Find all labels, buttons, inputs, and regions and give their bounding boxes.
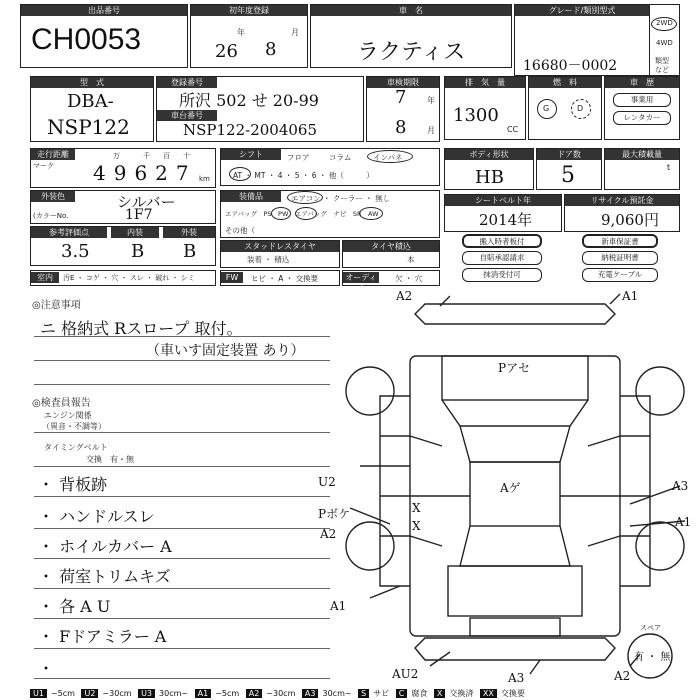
report-item-2: ・ ハンドルスレ (38, 507, 155, 526)
displacement-unit: CC (507, 125, 519, 134)
chassis-label: 車台番号 (157, 110, 217, 121)
doors-value: 5 (561, 163, 575, 188)
seatbelt-box (444, 194, 562, 232)
legend-code-s: S (358, 689, 369, 698)
drive-4wd-label: 4WD (656, 39, 673, 47)
audio-label: オーディオ (343, 272, 379, 283)
inspect-month: 8 (395, 117, 407, 138)
grade-value: 16680－0002 (523, 58, 618, 74)
score-label: 参考評価点 (31, 227, 107, 238)
legend-code-u3: U3 (138, 689, 155, 698)
legend-code-a3: A3 (302, 689, 319, 698)
doc-carrier: 搬入時者板付 (462, 234, 542, 248)
doc-jibai: 自賠承認請求 (462, 251, 542, 265)
fw-label: FW (221, 272, 243, 283)
interior-cond: 汚E ・ コゲ ・ 穴 ・ スレ ・ 破れ ・ シミ (63, 274, 195, 282)
drive-type-label: 類型 など (655, 57, 669, 74)
chassis-value: NSP122-2004065 (183, 121, 317, 139)
history-opt1: 事業用 (613, 93, 671, 107)
recycle-label: リサイクル預託金 (565, 195, 679, 206)
legend-code-a2: A2 (246, 689, 263, 698)
grade-label: グレード/類別型式 (515, 5, 649, 16)
report-item-1: ・ 背板跡 (38, 475, 108, 494)
payload-box (604, 148, 680, 190)
grade-box (514, 4, 680, 76)
inspect-year-mark: 年 (427, 96, 435, 105)
color-label: 外装色 (31, 191, 75, 202)
seatbelt-value: 2014年 (479, 211, 533, 229)
first-reg-box (190, 4, 308, 68)
shift-column: コラム (329, 153, 352, 162)
caution-line1: ニ 格納式 Rスロープ 取付。 (40, 319, 243, 338)
model-box (30, 76, 154, 142)
legend-desc-u2: ~30cm (102, 689, 132, 698)
legend-desc-xx: 交換要 (500, 689, 525, 698)
equip-row2: エアバッグ PS PW エアバッグ ナビ SR AW (225, 210, 379, 218)
displacement-box (444, 76, 526, 140)
model-label: 型 式 (31, 77, 153, 88)
seatbelt-label: シートベルト年 (445, 195, 561, 206)
legend-desc-u3: 30cm~ (159, 689, 189, 698)
inspection-label: 車検期限 (367, 77, 439, 88)
tire-label: タイヤ積込 (343, 241, 439, 252)
interior-cond-label: 室内 (31, 272, 59, 283)
mark-label: マーク (33, 162, 54, 170)
audio-box (342, 270, 440, 293)
fuel-box (528, 76, 602, 140)
shift-inpane: インパネ (373, 153, 403, 162)
inspect-year: 7 (395, 87, 407, 108)
shift-floor: フロア (287, 153, 310, 162)
fuel-label: 燃 料 (529, 77, 601, 88)
color-no-value: 1F7 (125, 207, 153, 223)
diagram-mark-6: A2 (320, 527, 337, 541)
reg-month: 8 (265, 39, 277, 60)
diagram-mark-4: U2 (318, 475, 336, 489)
unit-sen: 千 (143, 152, 150, 160)
tire-box (342, 240, 440, 268)
spare-value: 有 ・ 無 (634, 652, 671, 663)
doors-box (536, 148, 602, 190)
tire-value: 本 (407, 255, 415, 264)
mileage-digits: 49627 (93, 161, 197, 185)
drive-2wd-label: 2WD (656, 19, 673, 27)
fw-opts: ヒビ ・ A ・ 交換要 (251, 274, 319, 283)
doc-cable: 充電ケーブル (582, 268, 658, 282)
diagram-mark-11: AU2 (392, 667, 419, 681)
legend-code-c: C (396, 689, 408, 698)
fuel-d: D (577, 104, 584, 113)
diagram-mark-13: A2 (614, 669, 631, 683)
car-name-label: 車 名 (311, 5, 511, 16)
report-item-5: ・ 各 A U (38, 597, 111, 616)
doc-cancel: 抹消受付可 (462, 268, 542, 282)
doc-warranty: 新車保証書 (582, 234, 658, 248)
shift-row2: AT ・ MT ・ 4 ・ 5 ・ 6 ・ 他（ ） (233, 171, 374, 180)
doors-label: ドア数 (537, 149, 601, 160)
legend-code-u2: U2 (81, 689, 98, 698)
recycle-box (564, 194, 680, 232)
equip-aircon-circle (287, 191, 323, 204)
shift-box (220, 148, 440, 186)
unit-juu: 十 (183, 152, 190, 160)
lot-number: CH0053 (31, 23, 142, 56)
history-opt2: レンタカー (613, 111, 671, 125)
legend-code-u1: U1 (30, 689, 47, 698)
equipment-box (220, 190, 440, 238)
body-type-box (444, 148, 534, 190)
fw-box (220, 270, 340, 286)
displacement-value: 1300 (453, 105, 499, 126)
legend-desc-a1: ~5cm (215, 689, 240, 698)
inspect-month-mark: 月 (427, 126, 435, 135)
reg-year: 26 (215, 41, 238, 62)
audio-opts: 欠 ・ 穴 (395, 274, 423, 283)
regno-value: 所沢 502 せ 20-99 (179, 91, 319, 110)
diagram-mark-12: A3 (508, 671, 525, 685)
model-line2: NSP122 (47, 115, 130, 139)
diagram-mark-7: Aゲ (500, 481, 521, 495)
report-item-3: ・ ホイルカバー A (38, 537, 172, 556)
car-diagram (318, 286, 700, 686)
report-item-6: ・ Fドアミラー A (38, 627, 167, 646)
payload-label: 最大積載量 (605, 149, 679, 160)
car-name: ラクティス (357, 40, 466, 65)
studless-box (220, 240, 340, 268)
unit-man: 万 (113, 152, 120, 160)
studless-label: スタッドレスタイヤ (221, 241, 339, 252)
inspection-box (366, 76, 440, 142)
equip-pw-circle (295, 207, 317, 220)
payload-unit: t (667, 163, 671, 172)
diagram-mark-1: A2 (396, 289, 413, 303)
equip-row3: その他（ (225, 226, 255, 235)
legend-desc-x: 交換済 (449, 689, 474, 698)
history-label: 車 歴 (605, 77, 679, 88)
lot-label: 出品番号 (21, 5, 187, 16)
legend-bar (30, 688, 680, 700)
regno-label: 登録番号 (157, 77, 217, 88)
mileage-label: 走行距離 (31, 149, 75, 160)
legend-desc-u1: ~5cm (50, 689, 75, 698)
diagram-mark-8: A3 (672, 479, 689, 493)
displacement-label: 排 気 量 (445, 77, 525, 88)
reg-nen: 年 (237, 28, 245, 37)
score-box (30, 226, 216, 266)
caution-title: ◎注意事項 (32, 300, 81, 311)
score-value: 3.5 (61, 241, 90, 262)
diagram-mark-15: X (412, 519, 421, 533)
diagram-mark-5: Pボケ (318, 507, 351, 521)
diagram-mark-14: X (412, 501, 421, 515)
unit-km: km (199, 175, 210, 183)
model-line1: DBA- (67, 91, 114, 112)
report-item-4: ・ 荷室トリムキズ (38, 567, 171, 586)
interior-label: 内装 (111, 227, 159, 238)
timing-label: タイミングベルト (44, 443, 108, 452)
studless-opts: 装着 ・ 積込 (247, 255, 290, 264)
report-item-7: ・ (38, 659, 55, 678)
legend-desc-a3: 30cm~ (322, 689, 352, 698)
spare-label: スペア (640, 624, 661, 632)
diagram-mark-10: A1 (330, 599, 347, 613)
color-box (30, 190, 216, 224)
legend-code-xx: XX (480, 689, 497, 698)
recycle-value: 9,060円 (601, 211, 659, 229)
equip-row1: エアコン ・ クーラー ・ 無し (291, 194, 391, 203)
regno-box (156, 76, 364, 142)
equip-navi-circle (359, 207, 383, 220)
legend-desc-a2: ~30cm (266, 689, 296, 698)
legend-code-x: X (434, 689, 445, 698)
first-reg-label: 初年度登録 (191, 5, 307, 16)
timing-opts: 交換 有・無 (86, 455, 134, 464)
color-value: シルバー (117, 193, 176, 211)
reg-tsuki: 月 (291, 28, 299, 37)
unit-hyaku: 百 (163, 152, 170, 160)
body-type-value: HB (475, 167, 504, 188)
legend-desc-c: 腐食 (411, 689, 428, 698)
diagram-mark-9: A1 (675, 515, 692, 529)
mileage-box (30, 148, 216, 188)
legend-desc-s: サビ (373, 689, 390, 698)
equipment-label: 装備品 (221, 191, 281, 202)
engine-sub: （異音・不調等） (42, 422, 106, 431)
color-no-label: (カラーNo. (33, 212, 69, 220)
legend-code-a1: A1 (195, 689, 212, 698)
shift-label: シフト (221, 149, 281, 160)
body-type-label: ボディ形状 (445, 149, 533, 160)
engine-label: エンジン関係 (44, 411, 92, 420)
exterior-value: B (183, 241, 197, 262)
equip-ps-circle (271, 207, 291, 220)
fuel-g: G (543, 104, 550, 113)
exterior-label: 外装 (163, 227, 215, 238)
diagram-mark-3: Pアセ (498, 361, 530, 375)
interior-value: B (131, 241, 145, 262)
car-name-box (310, 4, 512, 68)
history-box (604, 76, 680, 140)
inspector-title: ◎検査員報告 (32, 398, 91, 409)
caution-line2: （車いす固定装置 あり） (146, 343, 305, 359)
interior-cond-box (30, 270, 216, 286)
doc-tax: 納税証明書 (582, 251, 658, 265)
diagram-mark-2: A1 (622, 289, 639, 303)
lot-box (20, 4, 188, 68)
